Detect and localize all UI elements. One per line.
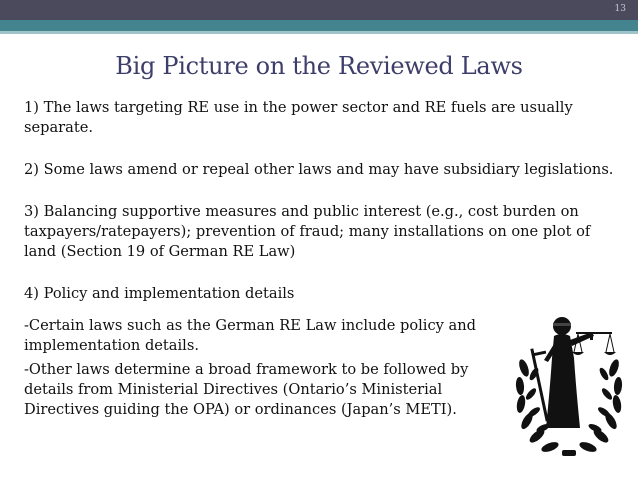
paragraph-3: 3) Balancing supportive measures and public interest (e.g., cost burden on taxpayers/ratepayers); prevention of fraud; many installations on one plot of land (Section 19 of German RE Law) (24, 203, 591, 260)
slide-number: 13 (614, 4, 626, 14)
accent-bar-light (0, 31, 638, 34)
paragraph-1: 1) The laws targeting RE use in the power sector and RE fuels are usually separate. (24, 99, 573, 136)
paragraph-4: 4) Policy and implementation details (24, 285, 295, 302)
lady-justice-icon (510, 308, 628, 464)
slide-title: Big Picture on the Reviewed Laws (115, 52, 523, 80)
paragraph-2: 2) Some laws amend or repeal other laws and may have subsidiary legislations. (24, 161, 614, 178)
paragraph-6: -Other laws determine a broad framework to be followed by details from Ministerial Directives (Ontario’s Ministerial Directives guiding the OPA) or ordinances (Japan’s METI). (24, 361, 469, 418)
accent-bar (0, 20, 638, 31)
paragraph-5: -Certain laws such as the German RE Law include policy and implementation details. (24, 317, 476, 354)
header-bar (0, 0, 638, 20)
